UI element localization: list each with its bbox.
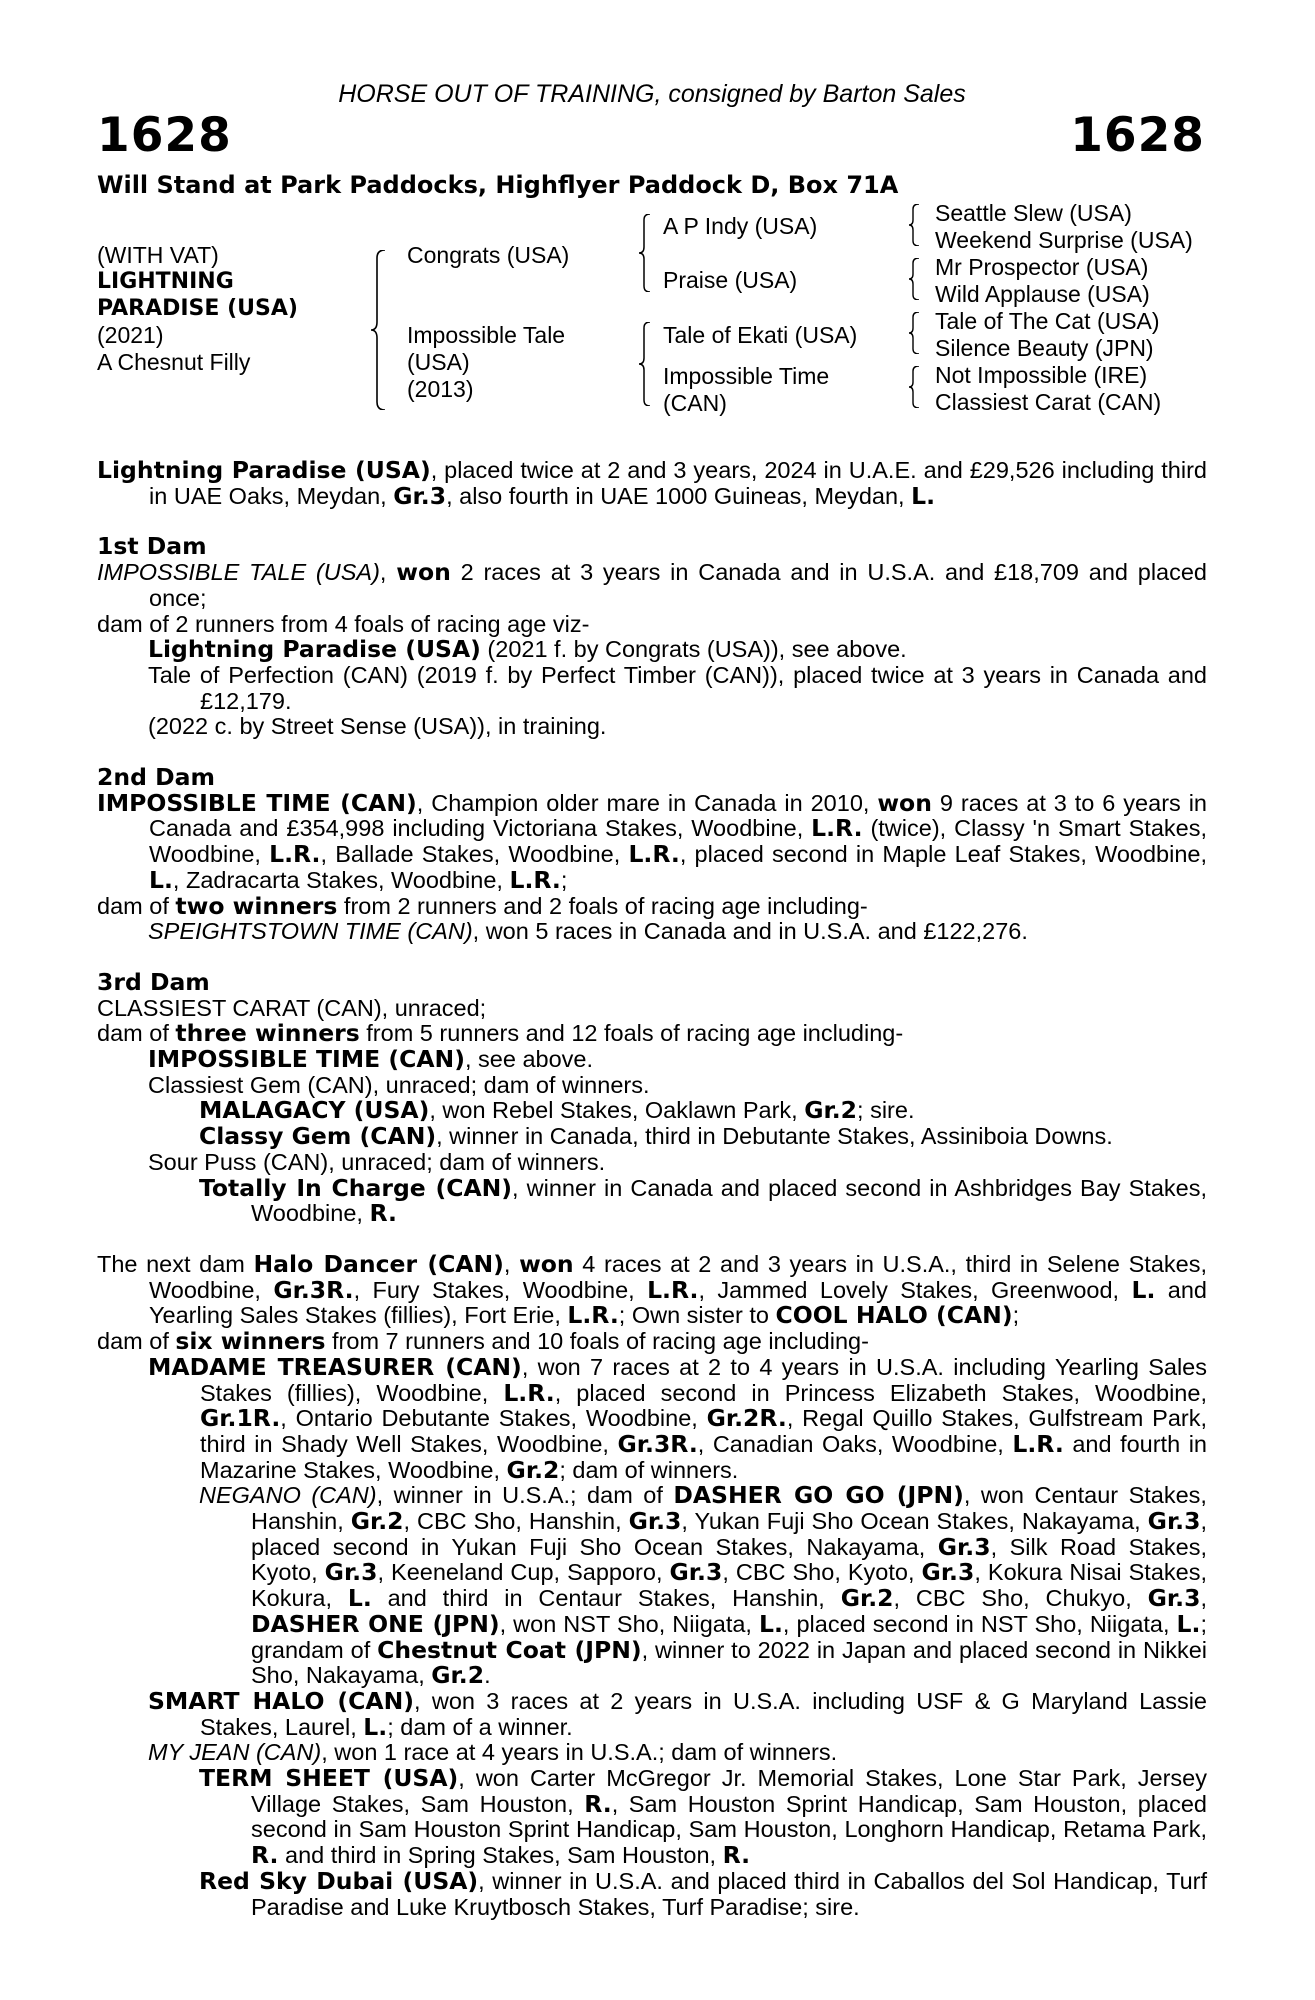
horse-year: (2021) — [97, 322, 164, 348]
lot-number-right: 1628 — [1070, 108, 1205, 163]
third-dam-grandfoal-2: Classy Gem (CAN), winner in Canada, third in Debutante Stakes, Assiniboia Downs. — [199, 1122, 1113, 1151]
sire: Congrats (USA) — [407, 242, 570, 268]
brace-dam — [637, 322, 653, 406]
first-dam-heading: 1st Dam — [97, 532, 207, 561]
dam-line2: (USA) — [407, 349, 470, 375]
third-dam-grandfoal-1: MALAGACY (USA), won Rebel Stakes, Oaklawn Park, Gr.2; sire. — [199, 1096, 915, 1125]
horse-name-line1: LIGHTNING — [97, 269, 234, 294]
vat-note: (WITH VAT) — [97, 242, 219, 268]
sd-sire: Mr Prospector (USA) — [935, 254, 1149, 280]
second-dam-record: IMPOSSIBLE TIME (CAN), Champion older mare in Canada in 2010, won 9 races at 3 to 6 years in Canada and £354,998 including Victoriana Stakes, Woodbine, L.R. (twice), Classy 'n Smart Stakes, Woodbine, L.R., Ballade Stakes, Woodbine, L.R., placed second in Maple Leaf Stakes, Woodbine, L., Zadracarta Stakes, Woodbine, L.R.; — [97, 788, 1208, 894]
lot-number-left: 1628 — [97, 108, 232, 163]
sire-sire: A P Indy (USA) — [663, 213, 818, 239]
horse-summary: Lightning Paradise (USA), placed twice at 2 and 3 years, 2024 in U.A.E. and £29,526 including third in UAE Oaks, Meydan, Gr.3, also fourth in UAE 1000 Guineas, Meydan, L. — [97, 456, 1207, 510]
first-dam-produce: dam of 2 runners from 4 foals of racing age viz- — [97, 610, 590, 637]
next-dam-foal-2: SMART HALO (CAN), won 3 races at 2 years in U.S.A. including USF & G Maryland Lassie Stakes, Laurel, L.; dam of a winner. — [148, 1686, 1207, 1741]
horse-description: A Chesnut Filly — [97, 349, 251, 375]
dd-dam: Classiest Carat (CAN) — [935, 389, 1162, 415]
next-dam-foal-3: MY JEAN (CAN), won 1 race at 4 years in U.S.A.; dam of winners. — [148, 1739, 838, 1766]
third-dam-heading: 3rd Dam — [97, 967, 210, 996]
dam-dam-line1: Impossible Time — [663, 363, 830, 389]
catalogue-page — [97, 0, 1207, 2000]
consignment-line: HORSE OUT OF TRAINING, consigned by Barton Sales — [338, 80, 966, 108]
next-dam-record: The next dam Halo Dancer (CAN), won 4 races at 2 and 3 years in U.S.A., third in Selene Stakes, Woodbine, Gr.3R., Fury Stakes, Woodbine, L.R., Jammed Lovely Stakes, Greenwood, L. and Yearling Sales Stakes (fillies), Fort Erie, L.R.; Own sister to COOL HALO (CAN); — [97, 1249, 1207, 1330]
next-dam-grandfoal-3: Red Sky Dubai (USA), winner in U.S.A. and placed third in Caballos del Sol Handicap, Turf Paradise and Luke Kruytbosch Stakes, Turf Paradise; sire. — [199, 1866, 1207, 1920]
third-dam-grandfoal-3: Totally In Charge (CAN), winner in Canada and placed second in Ashbridges Bay Stakes, Woodbine, R. — [199, 1173, 1207, 1228]
next-dam-produce: dam of six winners from 7 runners and 10 foals of racing age including- — [97, 1327, 869, 1356]
third-dam-produce: dam of three winners from 5 runners and 12 foals of racing age including- — [97, 1019, 904, 1048]
dd-sire: Not Impossible (IRE) — [935, 362, 1148, 388]
stand-location: Will Stand at Park Paddocks, Highflyer Paddock D, Box 71A — [97, 171, 899, 199]
ds-dam: Silence Beauty (JPN) — [935, 335, 1154, 361]
second-dam-produce: dam of two winners from 2 runners and 2 foals of racing age including- — [97, 891, 868, 920]
horse-name-line2: PARADISE (USA) — [97, 296, 298, 321]
first-dam-foal-3: (2022 c. by Street Sense (USA)), in training. — [148, 713, 607, 740]
brace-gen1 — [369, 250, 389, 410]
brace-sd — [907, 258, 921, 300]
second-dam-foal-1: SPEIGHTSTOWN TIME (CAN), won 5 races in Canada and in U.S.A. and £122,276. — [148, 918, 1028, 945]
third-dam-foal-1: IMPOSSIBLE TIME (CAN), see above. — [148, 1045, 594, 1074]
sire-dam: Praise (USA) — [663, 267, 798, 293]
third-dam-foal-3: Sour Puss (CAN), unraced; dam of winners. — [148, 1148, 606, 1175]
dam-line3: (2013) — [407, 376, 474, 402]
dam-dam-line2: (CAN) — [663, 390, 727, 416]
brace-ss — [907, 204, 921, 246]
next-dam-grandfoal-1: NEGANO (CAN), winner in U.S.A.; dam of DASHER GO GO (JPN), won Centaur Stakes, Hanshin, Gr.2, CBC Sho, Hanshin, Gr.3, Yukan Fuji Sho Ocean Stakes, Nakayama, Gr.3, placed second in Yukan Fuji Sho Ocean Stakes, Nakayama, Gr.3, Silk Road Stakes, Kyoto, Gr.3, Keeneland Cup, Sapporo, Gr.3, CBC Sho, Kyoto, Gr.3, Kokura Nisai Stakes, Kokura, L. and third in Centaur Stakes, Hanshin, Gr.2, CBC Sho, Chukyo, Gr.3, DASHER ONE (JPN), won NST Sho, Niigata, L., placed second in NST Sho, Niigata, L.; grandam of Chestnut Coat (JPN), winner to 2022 in Japan and placed second in Nikkei Sho, Nakayama, Gr.2. — [199, 1481, 1208, 1690]
ss-sire: Seattle Slew (USA) — [935, 200, 1132, 226]
race-record — [97, 458, 1207, 1920]
next-dam-foal-1: MADAME TREASURER (CAN), won 7 races at 2 to 4 years in U.S.A. including Yearling Sales Stakes (fillies), Woodbine, L.R., placed second in Princess Elizabeth Stakes, Woodbine, Gr.1R., Ontario Debutante Stakes, Woodbine, Gr.2R., Regal Quillo Stakes, Gulfstream Park, third in Shady Well Stakes, Woodbine, Gr.3R., Canadian Oaks, Woodbine, L.R. and fourth in Mazarine Stakes, Woodbine, Gr.2; dam of winners. — [148, 1352, 1207, 1484]
next-dam-grandfoal-2: TERM SHEET (USA), won Carter McGregor Jr. Memorial Stakes, Lone Star Park, Jersey Village Stakes, Sam Houston, R., Sam Houston Sprint Handicap, Sam Houston, placed second in Sam Houston Sprint Handicap, Sam Houston, Longhorn Handicap, Retama Park, R. and third in Spring Stakes, Sam Houston, R. — [199, 1764, 1207, 1870]
brace-sire — [637, 214, 653, 292]
sd-dam: Wild Applause (USA) — [935, 281, 1150, 307]
third-dam-record: CLASSIEST CARAT (CAN), unraced; — [97, 994, 487, 1021]
dam-sire: Tale of Ekati (USA) — [663, 322, 858, 348]
brace-ds — [907, 312, 921, 354]
second-dam-heading: 2nd Dam — [97, 763, 215, 792]
first-dam-record: IMPOSSIBLE TALE (USA), won 2 races at 3 years in Canada and in U.S.A. and £18,709 and placed once; — [97, 558, 1208, 611]
ds-sire: Tale of The Cat (USA) — [935, 308, 1160, 334]
brace-dd — [907, 366, 921, 408]
ss-dam: Weekend Surprise (USA) — [935, 227, 1193, 253]
pedigree-table — [97, 200, 1207, 430]
third-dam-foal-2: Classiest Gem (CAN), unraced; dam of winners. — [148, 1071, 650, 1098]
dam-line1: Impossible Tale — [407, 322, 566, 348]
first-dam-foal-2: Tale of Perfection (CAN) (2019 f. by Perfect Timber (CAN)), placed twice at 3 years in Canada and £12,179. — [148, 661, 1207, 714]
first-dam-foal-1: Lightning Paradise (USA) (2021 f. by Congrats (USA)), see above. — [148, 635, 907, 664]
